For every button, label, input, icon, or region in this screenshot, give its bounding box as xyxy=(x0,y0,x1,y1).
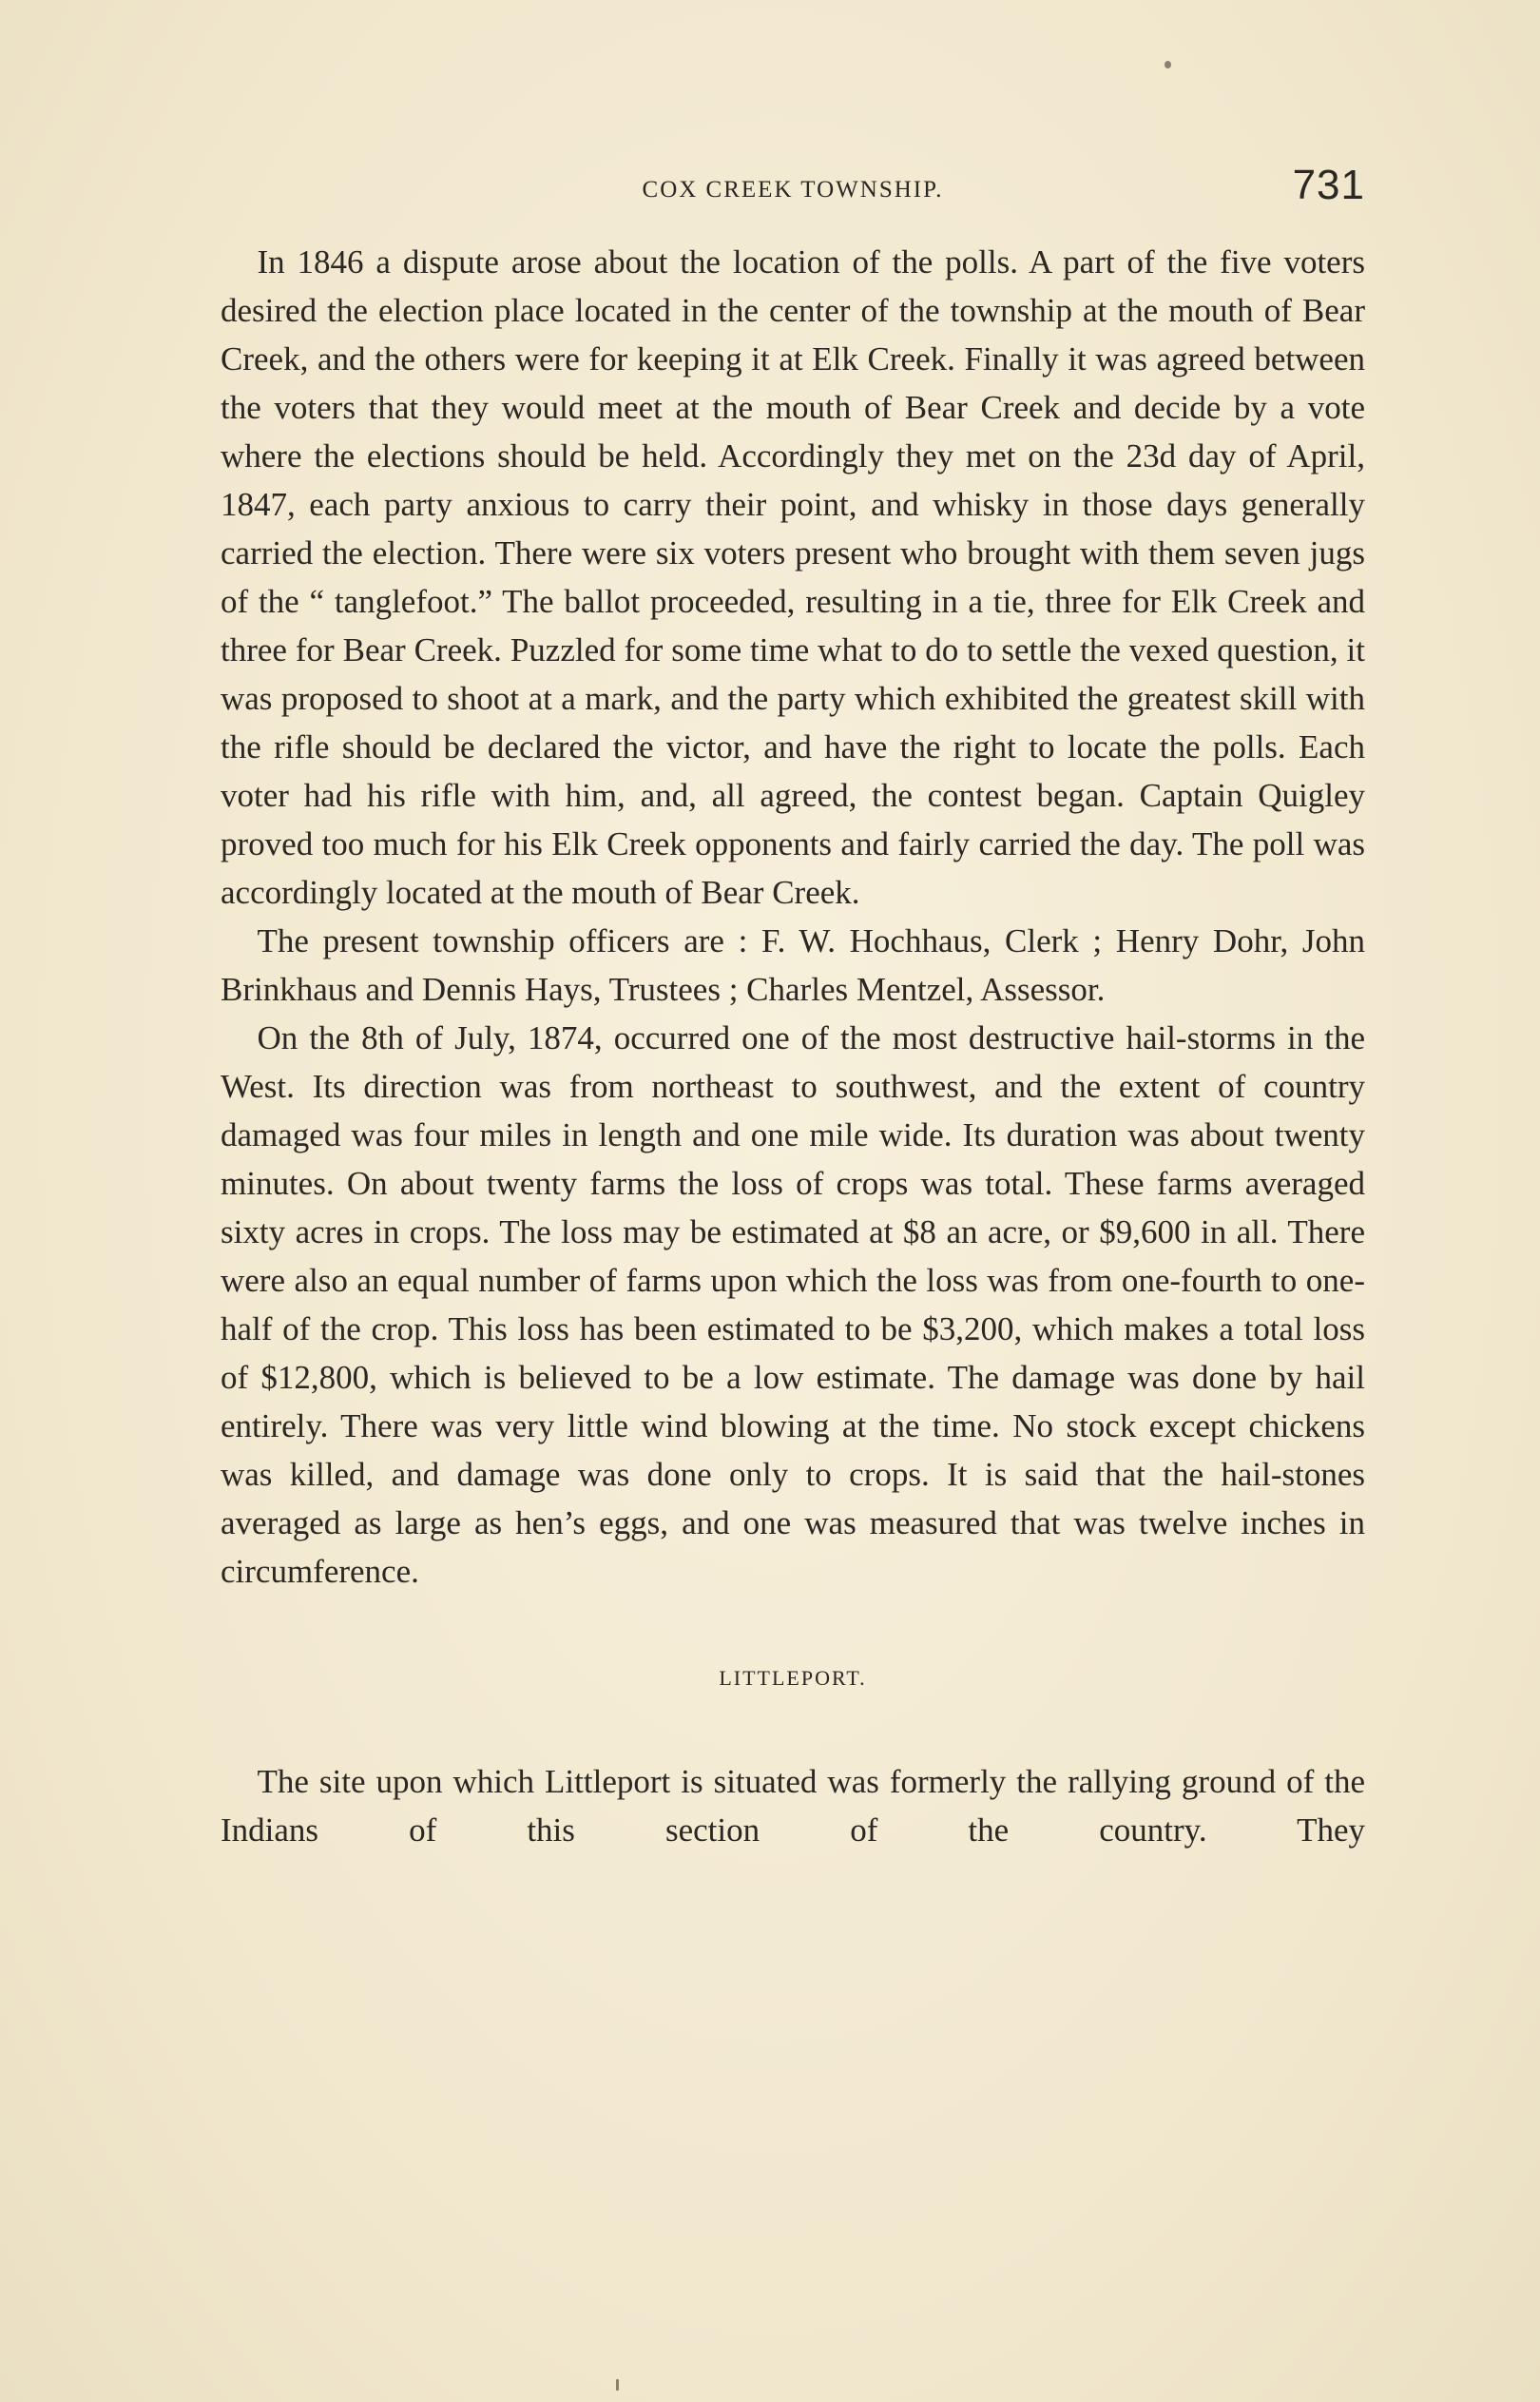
page-header xyxy=(221,162,1365,219)
paragraph-littleport: The site upon which Littleport is situated was formerly the rallying ground of the Indians of this section of the country. They xyxy=(221,1763,1365,1849)
running-head: COX CREEK TOWNSHIP. xyxy=(642,177,944,203)
section-heading: LITTLEPORT. xyxy=(719,1666,867,1690)
ink-speck xyxy=(616,2379,619,2391)
page-body xyxy=(221,238,1365,1854)
ink-speck xyxy=(1165,61,1171,68)
page-number: 731 xyxy=(1292,162,1365,208)
paragraph-township-officers: The present township officers are : F. W. Hochhaus, Clerk ; Henry Dohr, John Brinkhaus and Dennis Hays, Trustees ; Charles Mentzel, Assessor. xyxy=(221,922,1365,1008)
paragraph-polls-dispute: In 1846 a dispute arose about the location of the polls. A part of the five voters desired the election place located in the center of the township at the mouth of Bear Creek, and the others were for keeping it at Elk Creek. Finally it was agreed between the voters that they would meet at the mouth of Bear Creek and decide by a vote where the elections should be held. Accordingly they met on the 23d day of April, 1847, each party anxious to carry their point, and whisky in those days generally carried the election. There were six voters present who brought with them seven jugs of the “ tanglefoot.” The ballot proceeded, resulting in a tie, three for Elk Creek and three for Bear Creek. Puzzled for some time what to do to settle the vexed question, it was proposed to shoot at a mark, and the party which exhibited the greatest skill with the rifle should be declared the victor, and have the right to locate the polls. Each voter had his rifle with him, and, all agreed, the contest began. Captain Quigley proved too much for his Elk Creek opponents and fairly carried the day. The poll was accordingly located at the mouth of Bear Creek. xyxy=(221,243,1365,911)
paragraph-hail-storm: On the 8th of July, 1874, occurred one of the most destructive hail-storms in the West. Its direction was from northeast to southwest, and the extent of country damaged was four miles in length and one mile wide. Its duration was about twenty minutes. On about twenty farms the loss of crops was total. These farms averaged sixty acres in crops. The loss may be estimated at $8 an acre, or $9,600 in all. There were also an equal number of farms upon which the loss was from one-fourth to one-half of the crop. This loss has been estimated to be $3,200, which makes a total loss of $12,800, which is believed to be a low estimate. The damage was done by hail entirely. There was very little wind blowing at the time. No stock except chickens was killed, and damage was done only to crops. It is said that the hail-stones averaged as large as hen’s eggs, and one was measured that was twelve inches in circumference. xyxy=(221,1019,1365,1590)
